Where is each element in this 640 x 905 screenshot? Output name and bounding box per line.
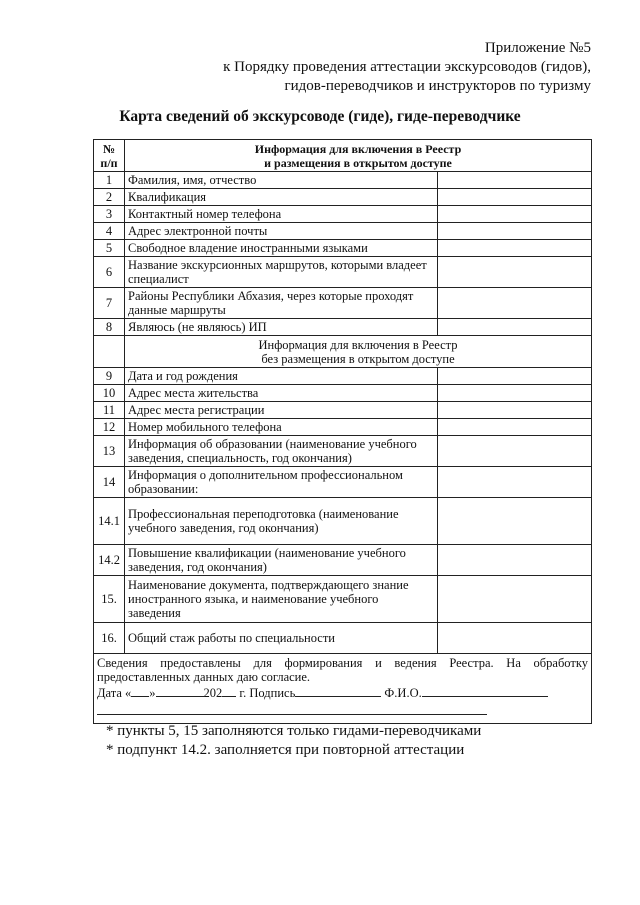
consent-cell [94,654,592,724]
row-label: Повышение квалификации (наименование учебного заведения, год окончания) [125,545,438,576]
row-number: 12 [94,419,125,436]
footnote-1: * пункты 5, 15 заполняются только гидами-переводчиками [106,723,482,739]
section-number-cell [94,336,125,368]
info-card-table [93,139,592,724]
row-label: Профессиональная переподготовка (наименование учебного заведения, год окончания) [125,498,438,545]
row-value-cell[interactable] [438,189,592,206]
date-mid: » [149,686,156,700]
row-label: Информация о дополнительном профессиональном образовании: [125,467,438,498]
row-value-cell[interactable] [438,206,592,223]
row-label: Наименование документа, подтверждающего знание иностранного языка, и наименование учебного заведения [125,576,438,623]
row-number: 9 [94,368,125,385]
header-number-line-1: № [102,141,116,156]
signature-label: г. Подпись [239,686,296,700]
section-header-line-2: без размещения в открытом доступе [261,351,455,366]
section-header-line-1: Информация для включения в Реестр [258,337,458,352]
fio-blank[interactable] [422,685,548,697]
table-row [94,545,592,576]
appendix-header [223,39,591,96]
row-value-cell[interactable] [438,498,592,545]
row-label: Общий стаж работы по специальности [125,623,438,654]
row-number: 11 [94,402,125,419]
consent-row [94,654,592,724]
fio-label: Ф.И.О. [384,686,422,700]
table-row [94,436,592,467]
date-day-blank[interactable] [131,685,149,697]
table-row [94,498,592,545]
row-value-cell[interactable] [438,402,592,419]
row-number: 14 [94,467,125,498]
table-row [94,240,592,257]
header-number-line-2: п/п [100,155,118,170]
row-label: Фамилия, имя, отчество [125,172,438,189]
header-info-cell [125,140,592,172]
header-number-cell [94,140,125,172]
date-year-blank[interactable] [222,685,236,697]
row-number: 14.2 [94,545,125,576]
table-row [94,467,592,498]
table-row [94,189,592,206]
row-value-cell[interactable] [438,467,592,498]
appendix-line-3: гидов-переводчиков и инструкторов по туризму [284,78,591,94]
document-title: Карта сведений об экскурсоводе (гиде), гиде-переводчике [119,108,521,125]
row-number: 5 [94,240,125,257]
table-header-row [94,140,592,172]
row-value-cell[interactable] [438,172,592,189]
row-number: 10 [94,385,125,402]
row-value-cell[interactable] [438,385,592,402]
table-row [94,288,592,319]
row-value-cell[interactable] [438,319,592,336]
row-value-cell[interactable] [438,223,592,240]
row-label: Являюсь (не являюсь) ИП [125,319,438,336]
row-value-cell[interactable] [438,545,592,576]
row-label: Адрес места регистрации [125,402,438,419]
consent-text: Сведения предоставлены для формирования и ведения Реестра. На обработку предоставленных данных даю согласие. [97,656,588,684]
row-value-cell[interactable] [438,419,592,436]
row-label: Название экскурсионных маршрутов, которыми владеет специалист [125,257,438,288]
row-value-cell[interactable] [438,240,592,257]
table-row [94,223,592,240]
row-value-cell[interactable] [438,257,592,288]
row-number: 14.1 [94,498,125,545]
row-number: 6 [94,257,125,288]
date-signature-line [97,685,588,700]
section-header-row [94,336,592,368]
table-row [94,319,592,336]
row-number: 7 [94,288,125,319]
row-label: Номер мобильного телефона [125,419,438,436]
table-row [94,385,592,402]
row-value-cell[interactable] [438,623,592,654]
table-row [94,257,592,288]
table-row [94,576,592,623]
date-year: 202 [203,686,223,700]
table-row [94,623,592,654]
row-value-cell[interactable] [438,436,592,467]
footnote-2: * подпункт 14.2. заполняется при повторной аттестации [106,742,465,758]
row-number: 3 [94,206,125,223]
row-label: Адрес электронной почты [125,223,438,240]
row-number: 16. [94,623,125,654]
row-label: Квалификация [125,189,438,206]
header-info-line-1: Информация для включения в Реестр [254,141,462,156]
table-row [94,368,592,385]
row-label: Адрес места жительства [125,385,438,402]
date-month-blank[interactable] [156,685,204,697]
row-number: 13 [94,436,125,467]
row-number: 4 [94,223,125,240]
row-number: 1 [94,172,125,189]
row-value-cell[interactable] [438,288,592,319]
table-row [94,206,592,223]
row-value-cell[interactable] [438,368,592,385]
row-value-cell[interactable] [438,576,592,623]
table-row [94,402,592,419]
table-row [94,172,592,189]
row-label: Информация об образовании (наименование учебного заведения, специальность, год окончания) [125,436,438,467]
appendix-number: Приложение №5 [484,40,591,56]
row-label: Свободное владение иностранными языками [125,240,438,257]
section-header-cell [125,336,592,368]
row-number: 15. [94,576,125,623]
row-label: Дата и год рождения [125,368,438,385]
row-label: Районы Республики Абхазия, через которые проходят данные маршруты [125,288,438,319]
row-number: 2 [94,189,125,206]
row-number: 8 [94,319,125,336]
date-prefix: Дата « [97,686,132,700]
appendix-line-2: к Порядку проведения аттестации экскурсоводов (гидов), [223,59,591,75]
row-label: Контактный номер телефона [125,206,438,223]
table-row [94,419,592,436]
extra-blank-line[interactable] [97,713,487,715]
header-info-line-2: и размещения в открытом доступе [264,155,452,170]
signature-blank[interactable] [295,685,381,697]
